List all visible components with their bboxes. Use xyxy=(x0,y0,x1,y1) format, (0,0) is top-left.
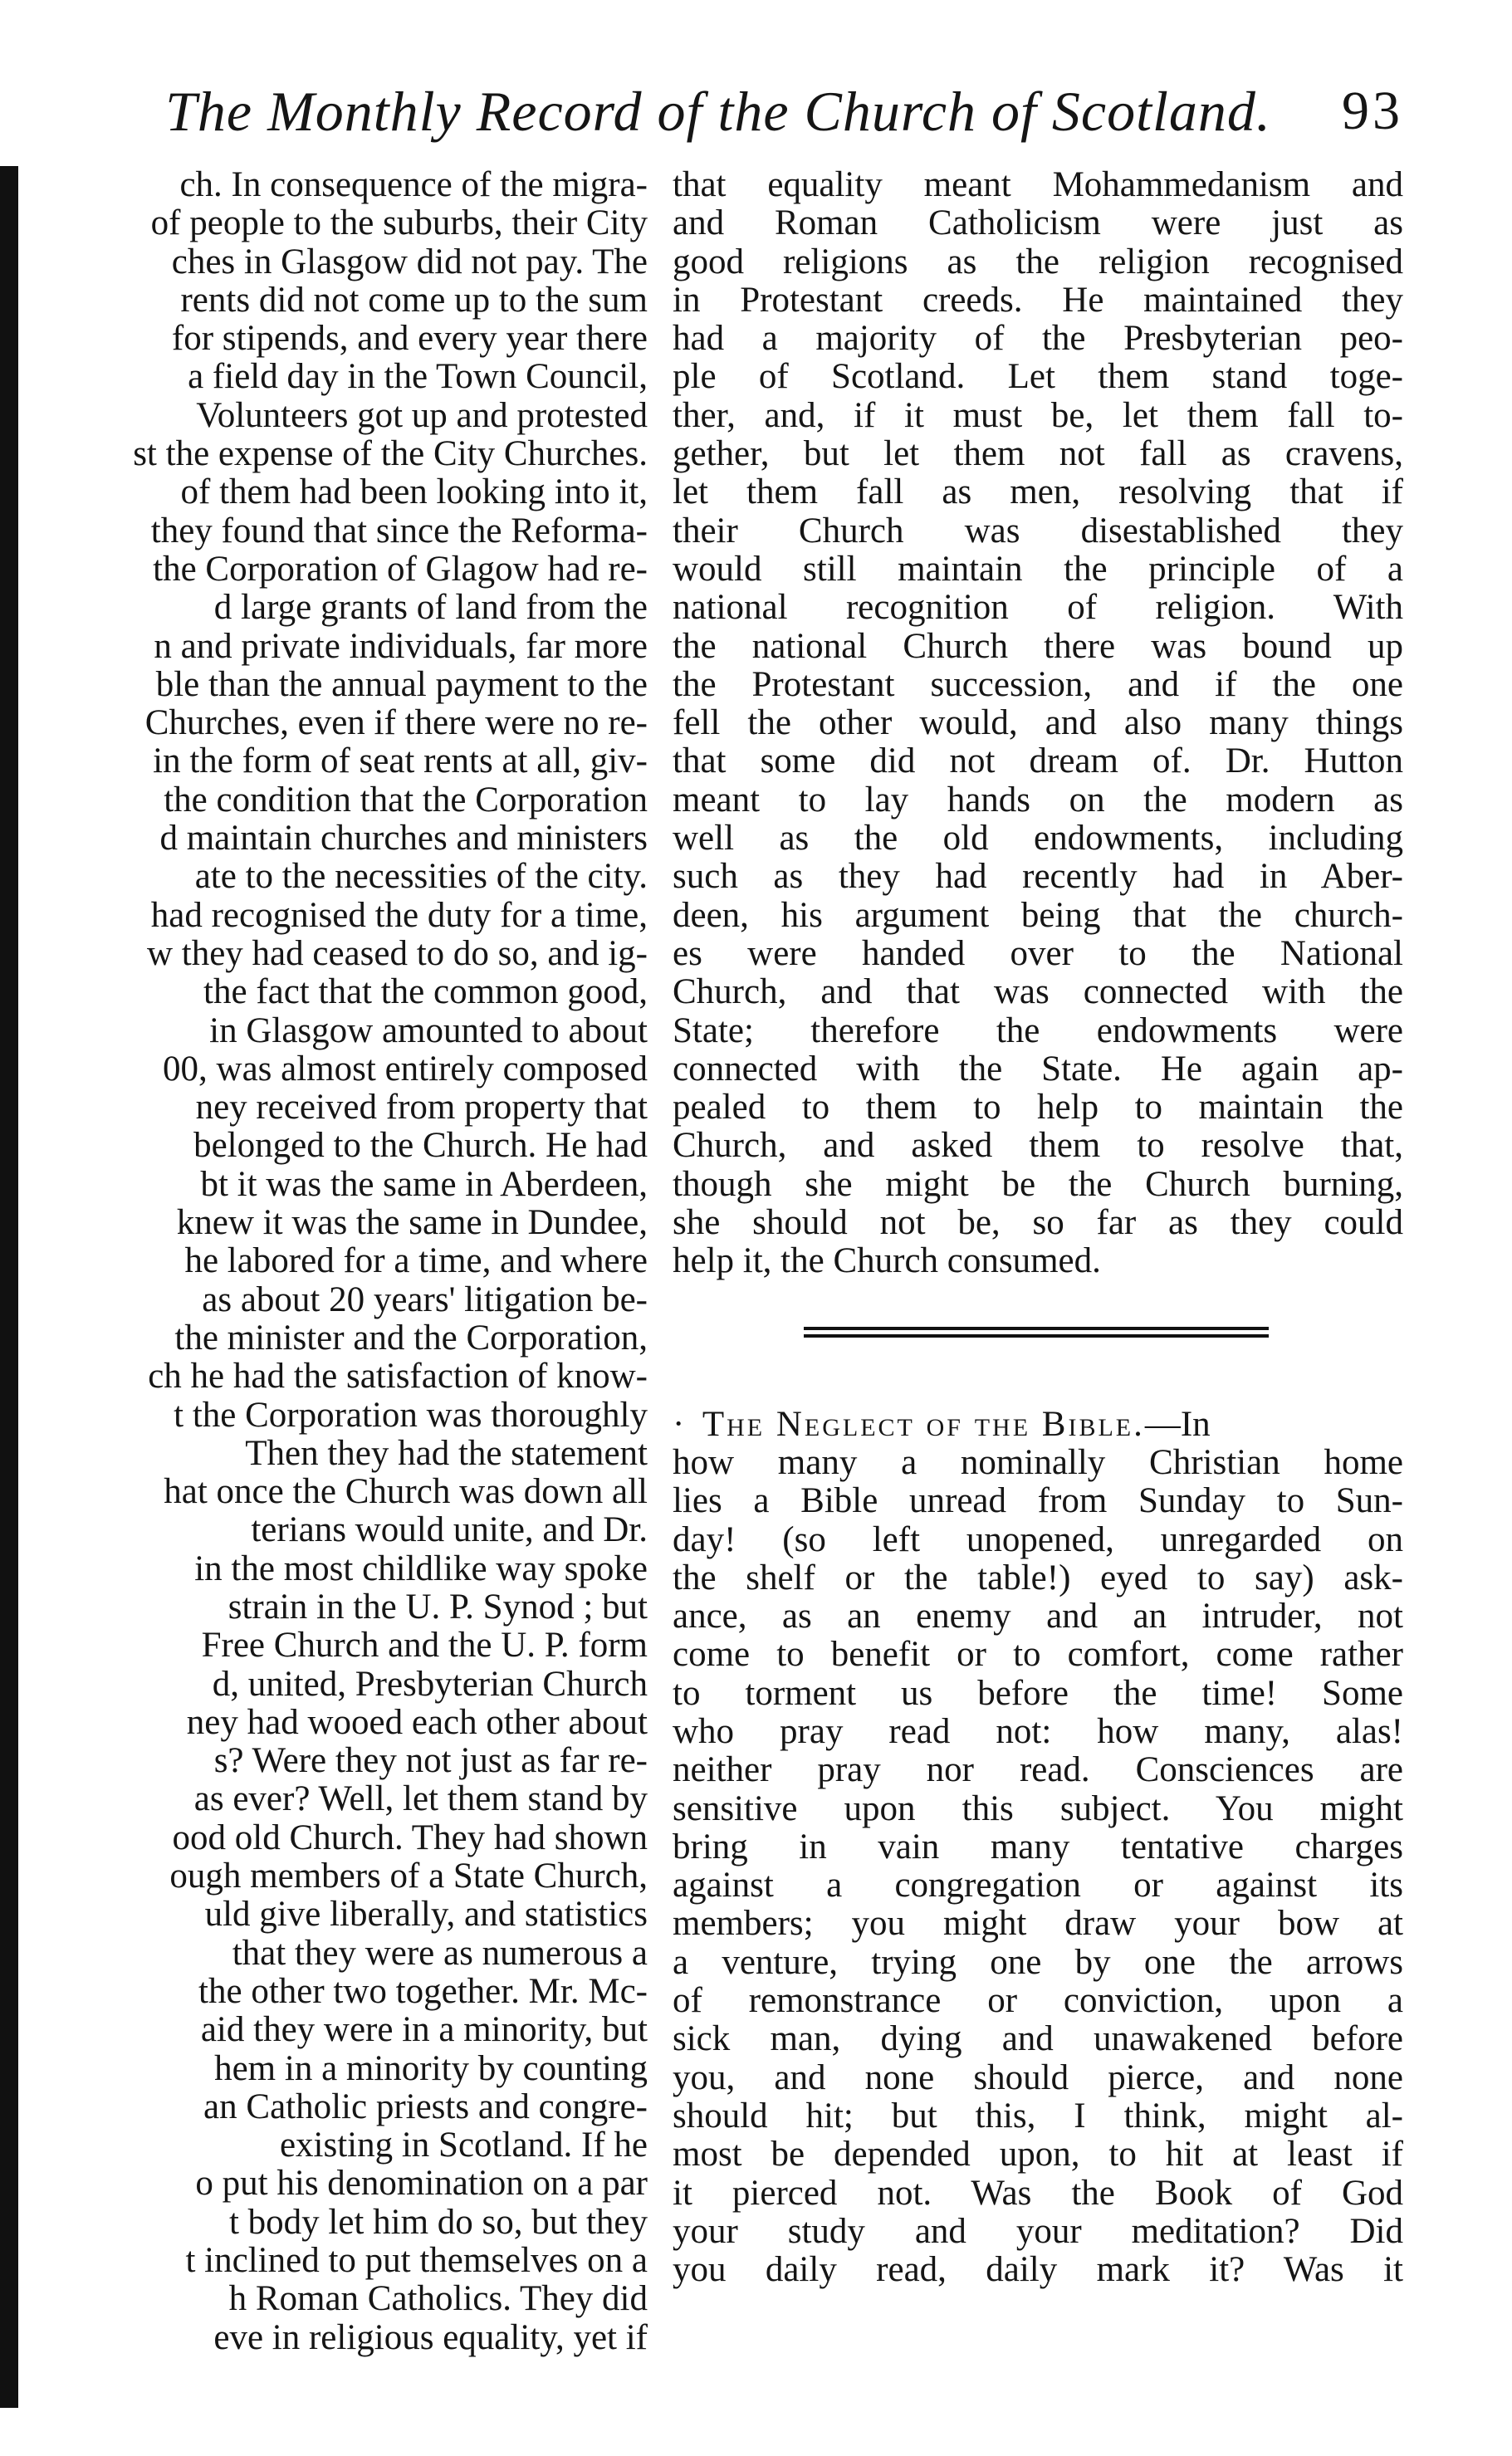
text-line: the other two together. Mr. Mc- xyxy=(198,1972,648,2011)
text-line: such as they had recently had in Aber- xyxy=(673,858,1403,897)
text-line: Church, and asked them to resolve that, xyxy=(673,1127,1403,1166)
text-line: the Corporation of Glagow had re- xyxy=(153,550,648,589)
text-line: ble than the annual payment to the xyxy=(155,665,648,704)
text-line: State; therefore the endowments were xyxy=(673,1011,1403,1050)
text-line: h Roman Catholics. They did xyxy=(228,2280,648,2319)
text-line: that equality meant Mohammedanism and xyxy=(673,166,1403,204)
text-line: n and private individuals, far more xyxy=(154,627,648,666)
text-line: had a majority of the Presbyterian peo- xyxy=(673,320,1403,359)
text-line: ple of Scotland. Let them stand toge- xyxy=(673,358,1403,397)
text-line: as about 20 years' litigation be- xyxy=(202,1280,648,1319)
text-line: in the form of seat rents at all, giv- xyxy=(153,742,648,781)
article-body xyxy=(673,1444,1403,2290)
text-line: 00, was almost entirely composed xyxy=(163,1049,648,1089)
text-line: deen, his argument being that the church- xyxy=(673,896,1403,935)
text-line: d large grants of land from the xyxy=(213,589,648,628)
text-line: Church, and that was connected with the xyxy=(673,973,1403,1012)
journal-title: The Monthly Record of the Church of Scotland. xyxy=(165,80,1271,143)
text-line: t inclined to put themselves on a xyxy=(185,2242,648,2281)
text-line: though she might be the Church burning, xyxy=(673,1165,1403,1204)
running-head xyxy=(133,76,1403,146)
right-column xyxy=(673,166,1403,2441)
text-line: Free Church and the U. P. form xyxy=(201,1627,648,1666)
text-line: ate to the necessities of the city. xyxy=(194,858,648,897)
text-line: hem in a minority by counting xyxy=(214,2049,648,2088)
text-line: st the expense of the City Churches. xyxy=(133,435,648,474)
text-line: the national Church there was bound up xyxy=(673,627,1403,666)
text-line: o put his denomination on a par xyxy=(195,2165,648,2204)
text-line: of people to the suburbs, their City xyxy=(150,204,648,243)
text-line: a field day in the Town Council, xyxy=(188,358,648,397)
text-line: existing in Scotland. If he xyxy=(279,2126,648,2165)
text-line: w they had ceased to do so, and ig- xyxy=(146,934,648,973)
section-gap xyxy=(673,1281,1403,1406)
text-line: ough members of a State Church, xyxy=(169,1857,648,1896)
text-line: ood old Church. They had shown xyxy=(172,1818,648,1857)
text-line: a venture, trying one by one the arrows xyxy=(673,1943,1403,1982)
text-line: she should not be, so far as they could xyxy=(673,1204,1403,1243)
text-line: how many a nominally Christian home xyxy=(673,1443,1403,1482)
text-line: for stipends, and every year there xyxy=(171,320,648,359)
text-line: d maintain churches and ministers xyxy=(159,819,648,859)
text-line: they found that since the Reforma- xyxy=(150,511,648,550)
text-line: ney had wooed each other about xyxy=(186,1703,648,1742)
text-line: members; you might draw your bow at xyxy=(673,1905,1403,1944)
text-line: you, and none should pierce, and none xyxy=(673,2058,1403,2097)
text-line: their Church was disestablished they xyxy=(673,511,1403,550)
text-line: eve in religious equality, yet if xyxy=(213,2318,648,2357)
text-line: had recognised the duty for a time, xyxy=(150,896,648,935)
text-line: fell the other would, and also many things xyxy=(673,704,1403,743)
text-line: let them fall as men, resolving that if xyxy=(673,473,1403,512)
text-line: and Roman Catholicism were just as xyxy=(673,204,1403,243)
text-line: d, united, Presbyterian Church xyxy=(212,1665,648,1704)
text-line: the condition that the Corporation xyxy=(164,780,648,819)
bullet-mark: · xyxy=(673,1405,685,1444)
text-line: most be depended upon, to hit at least if xyxy=(673,2136,1403,2175)
text-line: would still maintain the principle of a xyxy=(673,550,1403,589)
text-line: in the most childlike way spoke xyxy=(194,1549,648,1588)
text-line: Churches, even if there were no re- xyxy=(144,704,648,743)
text-line: should hit; but this, I think, might al- xyxy=(673,2096,1403,2136)
text-line: good religions as the religion recognised xyxy=(673,242,1403,281)
text-line: pealed to them to help to maintain the xyxy=(673,1089,1403,1128)
text-line: terians would unite, and Dr. xyxy=(251,1511,648,1550)
text-line: of them had been looking into it, xyxy=(180,473,648,512)
text-line: the shelf or the table!) eyed to say) ask- xyxy=(673,1558,1403,1597)
text-line: bring in vain many tentative charges xyxy=(673,1827,1403,1866)
text-line: who pray read not: how many, alas! xyxy=(673,1712,1403,1751)
text-line: belonged to the Church. He had xyxy=(193,1127,648,1166)
text-line: help it, the Church consumed. xyxy=(673,1242,1101,1281)
text-line: national recognition of religion. With xyxy=(673,589,1403,628)
text-line: day! (so left unopened, unregarded on xyxy=(673,1520,1403,1559)
article-heading: The Neglect of the Bible. xyxy=(702,1405,1145,1444)
text-line: the minister and the Corporation, xyxy=(174,1319,648,1358)
text-line: ney received from property that xyxy=(195,1089,648,1128)
text-line: meant to lay hands on the modern as xyxy=(673,780,1403,819)
text-line: that they were as numerous a xyxy=(232,1934,648,1973)
text-line: t body let him do so, but they xyxy=(228,2203,648,2242)
text-line: as ever? Well, let them stand by xyxy=(193,1780,648,1819)
text-line: an Catholic priests and congre- xyxy=(203,2087,648,2126)
text-line: s? Were they not just as far re- xyxy=(213,1742,648,1781)
text-line: Volunteers got up and protested xyxy=(196,396,648,435)
text-line: the Protestant succession, and if the one xyxy=(673,665,1403,704)
text-line: t the Corporation was thoroughly xyxy=(174,1396,648,1435)
text-line: es were handed over to the National xyxy=(673,934,1403,973)
text-line: aid they were in a minority, but xyxy=(200,2011,648,2050)
text-line: sensitive upon this subject. You might xyxy=(673,1789,1403,1828)
text-line: rents did not come up to the sum xyxy=(180,281,648,320)
text-line: knew it was the same in Dundee, xyxy=(176,1204,648,1243)
section-divider xyxy=(804,1327,1269,1338)
text-line: to torment us before the time! Some xyxy=(673,1674,1403,1713)
text-line: ch he had the satisfaction of know- xyxy=(148,1358,648,1397)
text-line: come to benefit or to comfort, come rather xyxy=(673,1636,1403,1675)
text-line: ches in Glasgow did not pay. The xyxy=(171,242,648,281)
text-line: neither pray nor read. Consciences are xyxy=(673,1751,1403,1790)
text-line: well as the old endowments, including xyxy=(673,819,1403,859)
divider-rule-bottom xyxy=(804,1334,1269,1338)
text-line: in Glasgow amounted to about xyxy=(209,1011,648,1050)
text-line: ther, and, if it must be, let them fall to- xyxy=(673,396,1403,435)
text-line: Then they had the statement xyxy=(245,1434,648,1473)
continued-report xyxy=(673,166,1403,1281)
divider-rule-top xyxy=(804,1327,1269,1330)
text-line: strain in the U. P. Synod ; but xyxy=(228,1588,648,1627)
text-line: hat once the Church was down all xyxy=(164,1473,648,1512)
text-line: you daily read, daily mark it? Was it xyxy=(673,2251,1403,2290)
text-line: sick man, dying and unawakened before xyxy=(673,2020,1403,2059)
text-line: your study and your meditation? Did xyxy=(673,2212,1403,2251)
text-line: of remonstrance or conviction, upon a xyxy=(673,1982,1403,2021)
text-line: uld give liberally, and statistics xyxy=(204,1896,648,1935)
text-line: it pierced not. Was the Book of God xyxy=(673,2174,1403,2213)
text-line: he labored for a time, and where xyxy=(184,1242,648,1281)
text-line: bt it was the same in Aberdeen, xyxy=(200,1165,648,1204)
text-line: ch. In consequence of the migra- xyxy=(179,166,648,204)
text-line: against a congregation or against its xyxy=(673,1866,1403,1906)
text-line: lies a Bible unread from Sunday to Sun- xyxy=(673,1482,1403,1521)
article-heading-line xyxy=(673,1406,1403,1444)
text-line: the fact that the common good, xyxy=(203,973,648,1012)
left-column xyxy=(13,166,648,2441)
heading-continuation: —In xyxy=(1144,1405,1211,1444)
page-number: 93 xyxy=(1342,81,1403,141)
text-line: in Protestant creeds. He maintained they xyxy=(673,281,1403,320)
article-neglect-of-bible xyxy=(673,1406,1403,2290)
text-line: that some did not dream of. Dr. Hutton xyxy=(673,742,1403,781)
text-line: ance, as an enemy and an intruder, not xyxy=(673,1597,1403,1637)
text-line: gether, but let them not fall as cravens, xyxy=(673,435,1403,474)
text-line: connected with the State. He again ap- xyxy=(673,1049,1403,1089)
